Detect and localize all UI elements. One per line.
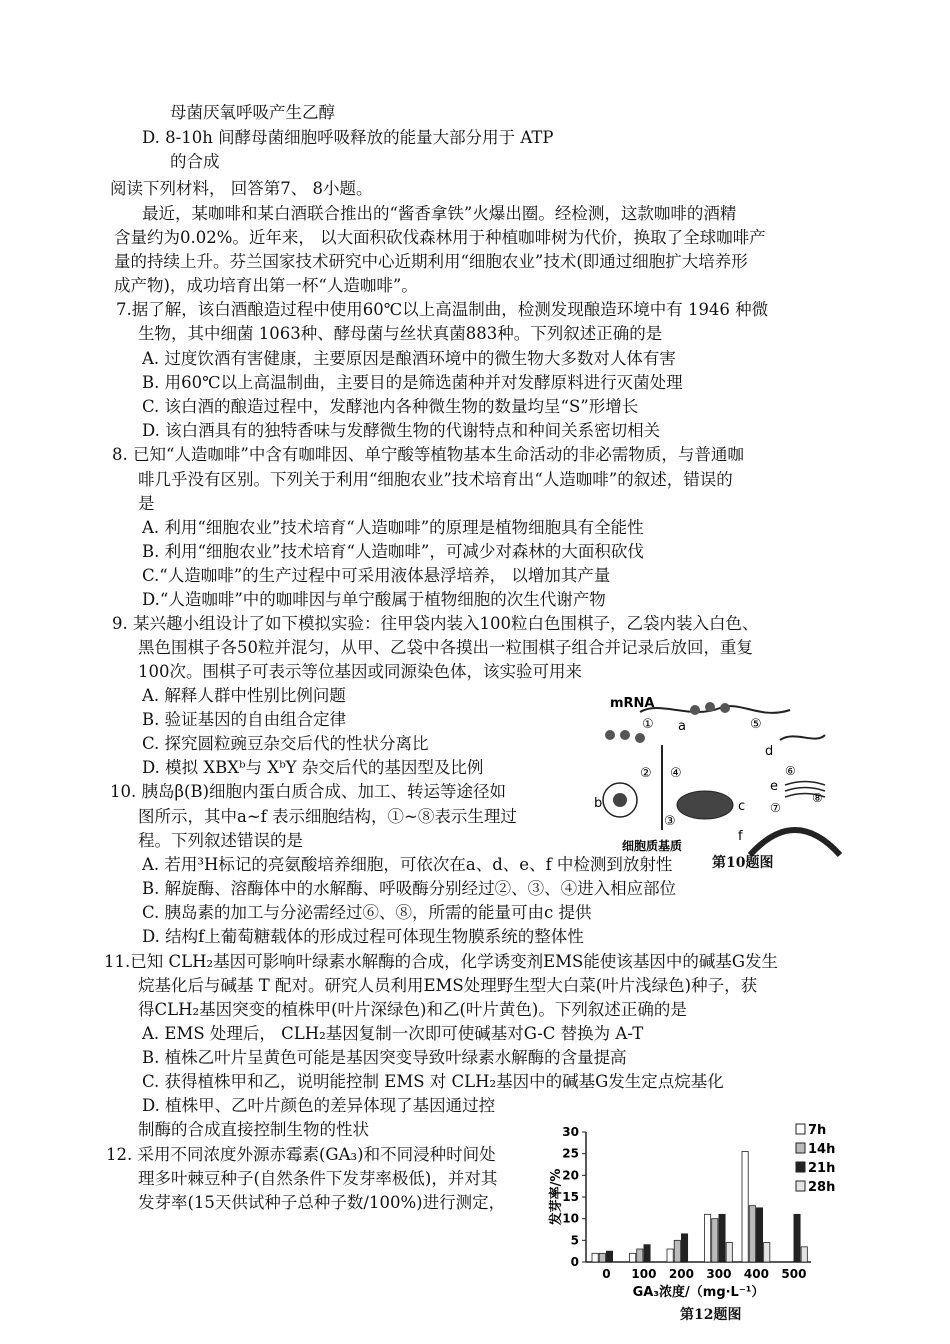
text-line: 11.已知 CLH₂基因可影响叶绿素水解酶的合成，化学诱变剂EMS能使该基因中的碱基G发生: [104, 952, 778, 971]
step-5: ⑤: [750, 717, 762, 732]
x-tick-label: 500: [781, 1267, 807, 1281]
mrna-label: mRNA: [610, 696, 655, 711]
figure-12-caption: 第12题图: [680, 1307, 742, 1323]
text-line: 8. 已知“人造咖啡”中含有咖啡因、单宁酸等植物基本生命活动的非必需物质，与普通咖: [112, 445, 744, 464]
text-line: 阅读下列材料， 回答第7、 8小题。: [110, 179, 373, 198]
text-line: C. 探究圆粒豌豆杂交后代的性状分离比: [142, 734, 429, 753]
bar-14h-400: [749, 1206, 755, 1262]
step-1: ①: [642, 717, 654, 732]
step-2: ②: [640, 766, 652, 781]
step-8: ⑧: [812, 791, 823, 805]
label-e: e: [770, 779, 778, 794]
legend-label-28h: 28h: [808, 1180, 836, 1195]
text-line: 理多叶棘豆种子(自然条件下发芽率极低)，并对其: [138, 1169, 498, 1188]
text-line: 含量约为0.02%。近年来， 以大面积砍伐森林用于种植咖啡树为代价，换取了全球咖啡产: [114, 228, 766, 247]
text-line: A. EMS 处理后， CLH₂基因复制一次即可使碱基对G-C 替换为 A-T: [142, 1024, 644, 1043]
bar-14h-200: [674, 1240, 680, 1262]
label-a: a: [678, 719, 686, 734]
text-line: C.“人造咖啡”的生产过程中可采用液体悬浮培养， 以增加其产量: [142, 566, 611, 585]
text-line: B. 验证基因的自由组合定律: [142, 710, 347, 729]
text-line: A. 解释人群中性别比例问题: [142, 686, 346, 705]
y-tick-label: 15: [562, 1190, 579, 1204]
text-line: D. 该白酒具有的独特香味与发酵微生物的代谢特点和种间关系密切相关: [142, 421, 661, 440]
y-tick-label: 25: [562, 1146, 579, 1161]
bar-14h-300: [712, 1219, 718, 1262]
y-tick-label: 30: [562, 1125, 579, 1139]
x-tick-label: 200: [668, 1267, 694, 1281]
x-tick-label: 400: [743, 1267, 769, 1281]
bar-21h-300: [719, 1214, 725, 1262]
text-line: 程。下列叙述错误的是: [138, 831, 303, 850]
text-line: 母菌厌氧呼吸产生乙醇: [170, 103, 335, 122]
text-line: B. 用60℃以上高温制曲，主要目的是筛选菌种并对发酵原料进行灭菌处理: [142, 373, 683, 392]
x-tick-label: 300: [706, 1267, 732, 1281]
x-tick-label: 100: [631, 1267, 657, 1281]
legend-label-14h: 14h: [808, 1142, 836, 1157]
text-line: C. 该白酒的酿造过程中，发酵池内各种微生物的数量均呈“S”形增长: [142, 397, 639, 416]
legend-label-7h: 7h: [808, 1123, 827, 1138]
ribosomes-top: [690, 702, 730, 715]
text-line: 啡几乎没有区别。下列关于利用“细胞农业”技术培育出“人造咖啡”的叙述，错误的: [138, 470, 733, 489]
legend-label-21h: 21h: [808, 1161, 836, 1176]
bar-21h-500: [794, 1214, 800, 1262]
text-line: A. 利用“细胞农业”技术培育“人造咖啡”的原理是植物细胞具有全能性: [142, 518, 644, 537]
legend-swatch-28h: [796, 1181, 805, 1191]
legend-swatch-14h: [796, 1143, 805, 1153]
text-line: C. 胰岛素的加工与分泌需经过⑥、⑧，所需的能量可由c 提供: [142, 903, 592, 922]
text-line: D.“人造咖啡”中的咖啡因与单宁酸属于植物细胞的次生代谢产物: [142, 590, 606, 609]
free-ribosomes: [605, 730, 645, 743]
legend-swatch-21h: [796, 1162, 805, 1172]
mrna-strand: [640, 706, 790, 713]
text-line: D. 8-10h 间酵母菌细胞呼吸释放的能量大部分用于 ATP: [142, 128, 554, 147]
x-axis-label: GA₃浓度/（mg·L⁻¹）: [632, 1285, 765, 1300]
step-6: ⑥: [785, 764, 796, 778]
text-line: B. 植株乙叶片呈黄色可能是基因突变导致叶绿素水解酶的含量提高: [142, 1048, 627, 1067]
text-line: 12. 采用不同浓度外源赤霉素(GA₃)和不同浸种时间处: [106, 1145, 496, 1164]
text-line: 10. 胰岛β(B)细胞内蛋白质合成、加工、转运等途径如: [110, 782, 507, 801]
y-tick-label: 10: [562, 1211, 579, 1226]
text-line: 黑色围棋子各50粒并混匀，从甲、乙袋中各摸出一粒围棋子组合并记录后放回，重复: [138, 638, 753, 657]
text-line: 烷基化后与碱基 T 配对。研究人员利用EMS处理野生型大白菜(叶片浅绿色)种子，获: [138, 976, 758, 995]
step-7: ⑦: [770, 801, 781, 815]
text-line: C. 获得植株甲和乙，说明能控制 EMS 对 CLH₂基因中的碱基G发生定点烷基化: [142, 1072, 724, 1091]
y-tick-label: 0: [570, 1255, 579, 1269]
text-line: A. 过度饮酒有害健康，主要原因是酿酒环境中的微生物大多数对人体有害: [142, 349, 676, 368]
bar-21h-0: [606, 1251, 612, 1262]
text-line: 得CLH₂基因突变的植株甲(叶片深绿色)和乙(叶片黄色)。下列叙述正确的是: [138, 1000, 687, 1019]
bar-14h-0: [599, 1253, 605, 1262]
text-line: 的合成: [170, 152, 220, 171]
text-line: 100次。围棋子可表示等位基因或同源染色体，该实验可用来: [138, 662, 582, 681]
x-tick-label: 0: [602, 1267, 611, 1281]
text-line: 量的持续上升。芬兰国家技术研究中心近期利用“细胞农业”技术(即通过细胞扩大培养形: [114, 252, 748, 271]
bar-28h-500: [801, 1247, 807, 1262]
text-line: 发芽率(15天供试种子总种子数/100%)进行测定，: [138, 1193, 506, 1212]
step-3: ③: [664, 814, 676, 829]
text-line: D. 植株甲、乙叶片颜色的差异体现了基因通过控: [142, 1096, 496, 1115]
text-line: 成产物)，成功培育出第一杯“人造咖啡”。: [114, 276, 418, 295]
y-tick-label: 5: [570, 1233, 579, 1248]
text-line: 是: [138, 494, 155, 513]
text-line: A. 若用³H标记的亮氨酸培养细胞，可依次在a、d、e、f 中检测到放射性: [142, 855, 673, 874]
bar-28h-400: [764, 1243, 770, 1263]
text-line: D. 模拟 XBXᵇ与 XᵇY 杂交后代的基因型及比例: [142, 758, 484, 777]
y-axis-label: 发芽率/%: [549, 1168, 564, 1226]
step-4: ④: [670, 766, 682, 781]
cytoplasm-label: 细胞质基质: [622, 839, 683, 853]
bar-28h-300: [726, 1243, 732, 1263]
text-line: 生物，其中细菌 1063种、酵母菌与丝状真菌883种。下列叙述正确的是: [138, 324, 663, 343]
text-line: B. 解旋酶、溶酶体中的水解酶、呼吸酶分别经过②、③、④进入相应部位: [142, 879, 677, 898]
bar-7h-0: [592, 1253, 598, 1262]
label-f: f: [738, 829, 743, 844]
text-line: B. 利用“细胞农业”技术培育“人造咖啡”，可减少对森林的大面积砍伐: [142, 542, 644, 561]
text-line: 最近，某咖啡和某白酒联合推出的“酱香拿铁”火爆出圈。经检测，这款咖啡的酒精: [142, 204, 737, 223]
bar-7h-200: [667, 1249, 673, 1262]
figure-12-chart: [546, 1118, 846, 1298]
text-line: 图所示，其中a~f 表示细胞结构，①~⑧表示生理过: [138, 807, 517, 826]
label-b: b: [594, 796, 603, 811]
bar-7h-300: [705, 1214, 711, 1262]
text-line: 9. 某兴趣小组设计了如下模拟实验：往甲袋内装入100粒白色围棋子，乙袋内装入白色、: [112, 614, 759, 633]
text-line: 制酶的合成直接控制生物的性状: [138, 1120, 369, 1139]
mitochondrion-c: [677, 791, 733, 819]
figure-10-caption: 第10题图: [712, 855, 774, 871]
er-d: [780, 735, 825, 740]
y-tick-label: 20: [562, 1168, 579, 1183]
bar-21h-100: [644, 1245, 650, 1262]
bar-21h-400: [756, 1208, 762, 1262]
bar-21h-200: [681, 1234, 687, 1262]
bar-7h-400: [742, 1152, 748, 1263]
label-d: d: [765, 744, 774, 759]
legend-swatch-7h: [796, 1124, 805, 1134]
bar-14h-100: [637, 1249, 643, 1262]
label-c: c: [738, 799, 746, 814]
bar-7h-100: [630, 1253, 636, 1262]
text-line: D. 结构f上葡萄糖载体的形成过程可体现生物膜系统的整体性: [142, 927, 584, 946]
text-line: 7.据了解，该白酒酿造过程中使用60℃以上高温制曲，检测发现酿造环境中有 1946 种微: [116, 300, 769, 319]
